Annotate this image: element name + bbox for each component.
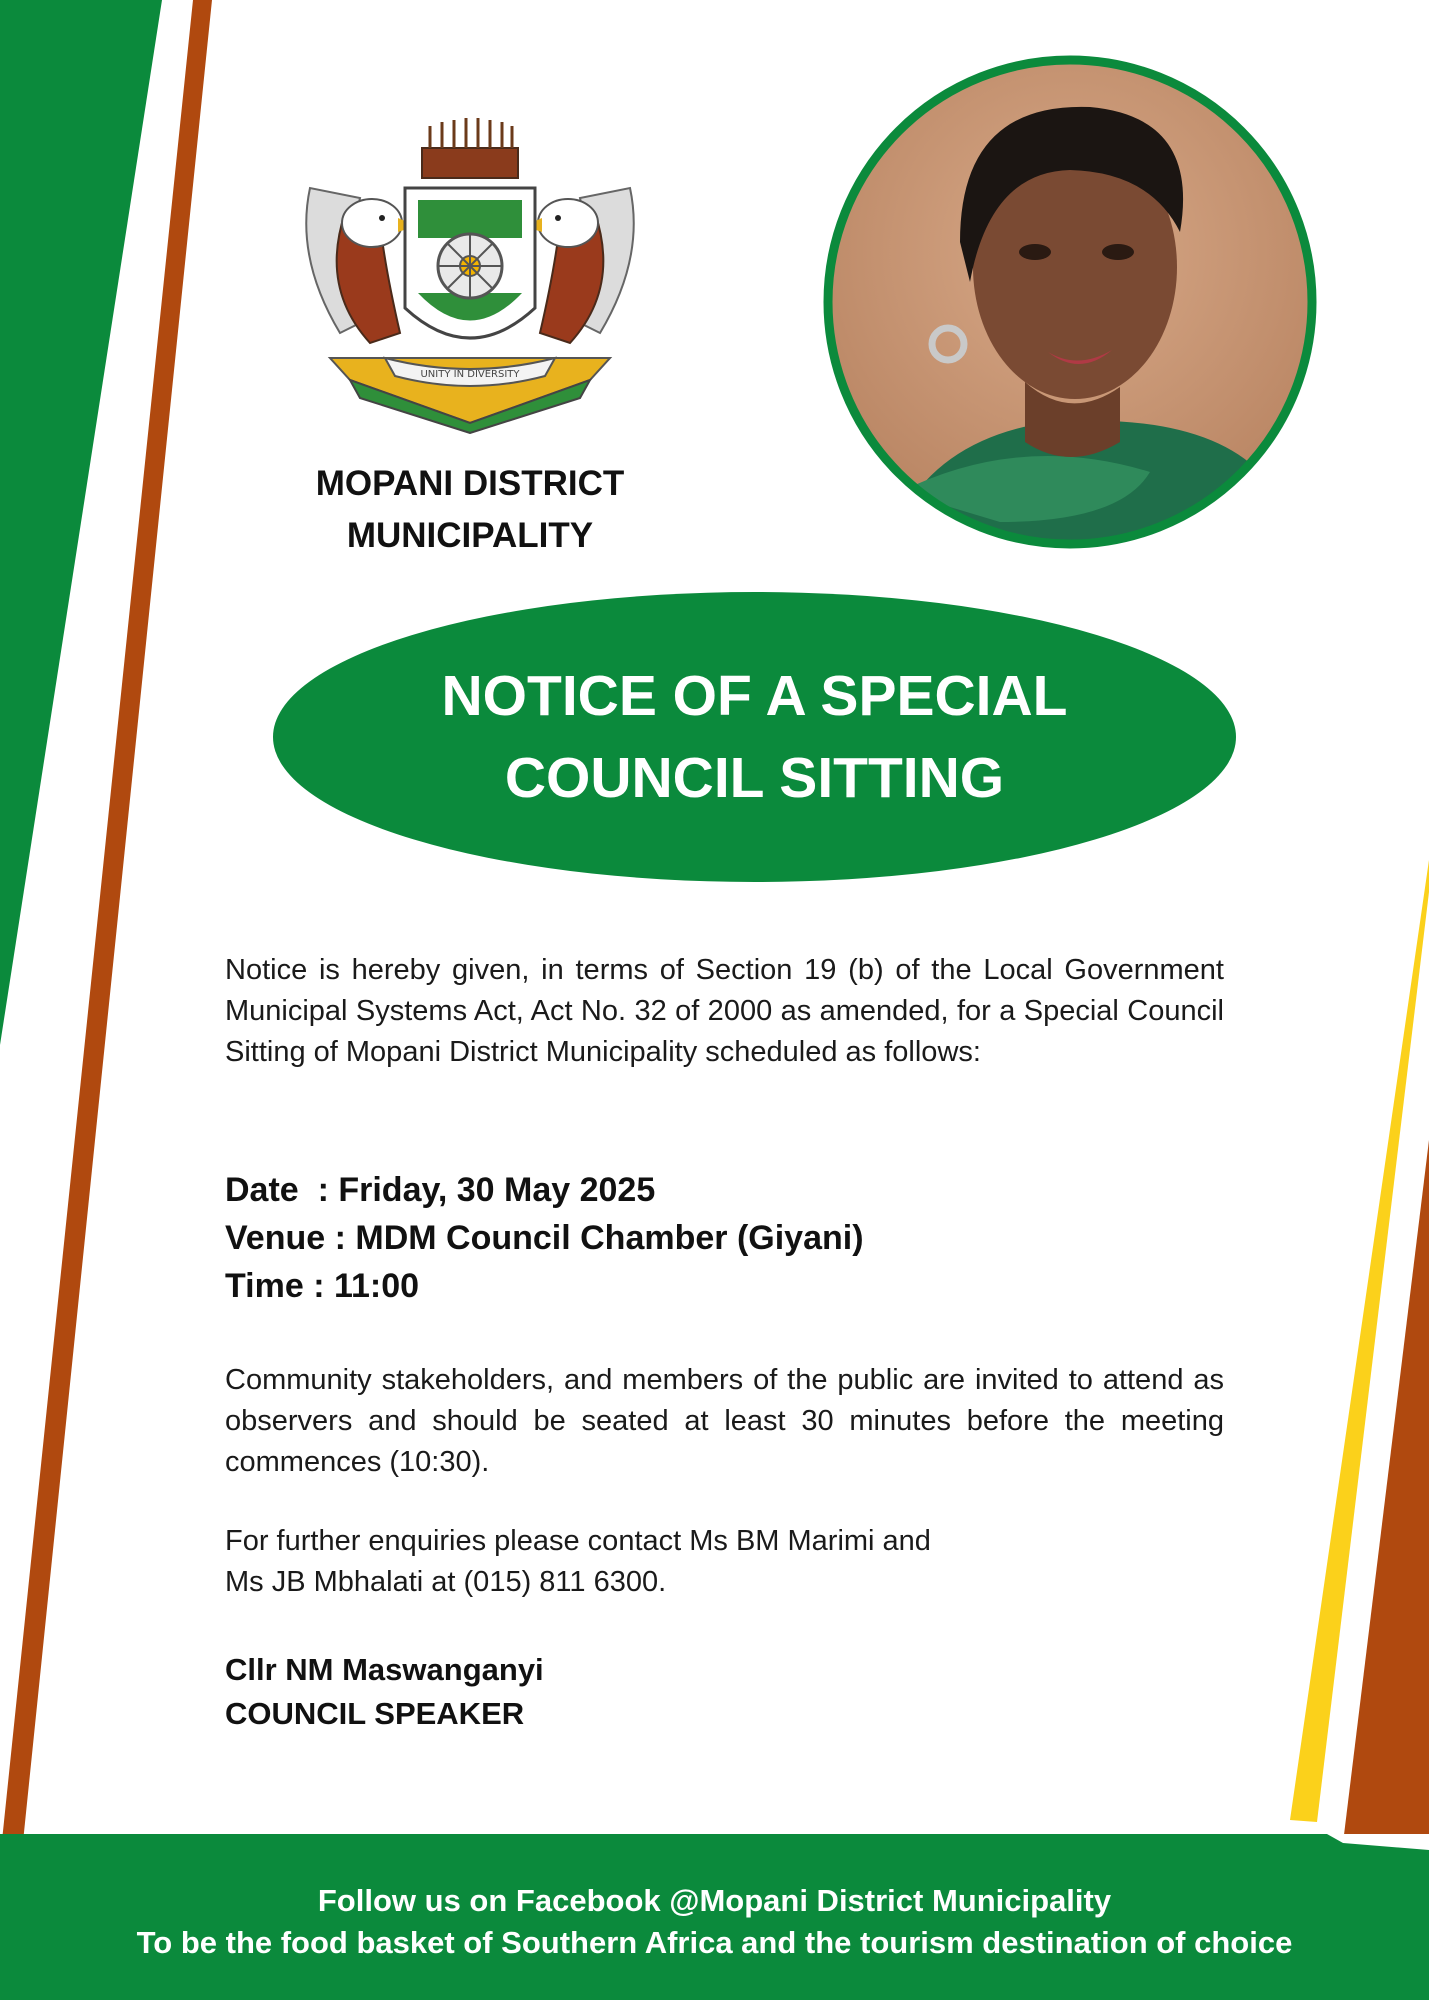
coat-of-arms [290, 118, 650, 434]
meeting-date: Date : Friday, 30 May 2025 [225, 1171, 656, 1209]
organization-name-line2: MUNICIPALITY [346, 516, 594, 555]
meeting-time: Time : 11:00 [225, 1267, 420, 1305]
enquiry-paragraph [225, 1521, 931, 1603]
signatory-name: Cllr NM Maswanganyi [225, 1652, 544, 1687]
notice-title-banner [273, 592, 1236, 882]
footer-vision-line: To be the food basket of Southern Africa and the tourism destination of choice [136, 1925, 1293, 1960]
meeting-venue: Venue : MDM Council Chamber (Giyani) [225, 1219, 864, 1257]
footer [0, 1880, 1429, 1964]
notice-intro-paragraph: Notice is hereby given, in terms of Section 19 (b) of the Local Government Municipal Systems Act, Act No. 32 of 2000 as amended, for a Special Council Sitting of Mopani District Municipality scheduled as follows: [225, 954, 1224, 1068]
enquiry-line2: Ms JB Mbhalati at (015) 811 6300. [225, 1566, 667, 1598]
signature-block [225, 1648, 544, 1736]
meeting-details [225, 1166, 864, 1310]
footer-facebook-line: Follow us on Facebook @Mopani District Municipality [317, 1883, 1112, 1918]
svg-text:UNITY IN DIVERSITY: UNITY IN DIVERSITY [420, 369, 520, 380]
left-green-stripe [0, 0, 162, 1045]
notice-title-line2: COUNCIL SITTING [504, 746, 1005, 810]
enquiry-line1: For further enquiries please contact Ms BM Marimi and [225, 1525, 931, 1557]
organization-name-line1: MOPANI DISTRICT [315, 464, 625, 503]
organization-name [240, 458, 700, 562]
signatory-title: COUNCIL SPEAKER [225, 1696, 525, 1731]
notice-title-line1: NOTICE OF A SPECIAL [441, 664, 1068, 728]
public-invite-paragraph: Community stakeholders, and members of the public are invited to attend as observers and should be seated at least 30 minutes before the meeting commences (10:30). [225, 1364, 1224, 1478]
speaker-portrait [820, 52, 1320, 552]
